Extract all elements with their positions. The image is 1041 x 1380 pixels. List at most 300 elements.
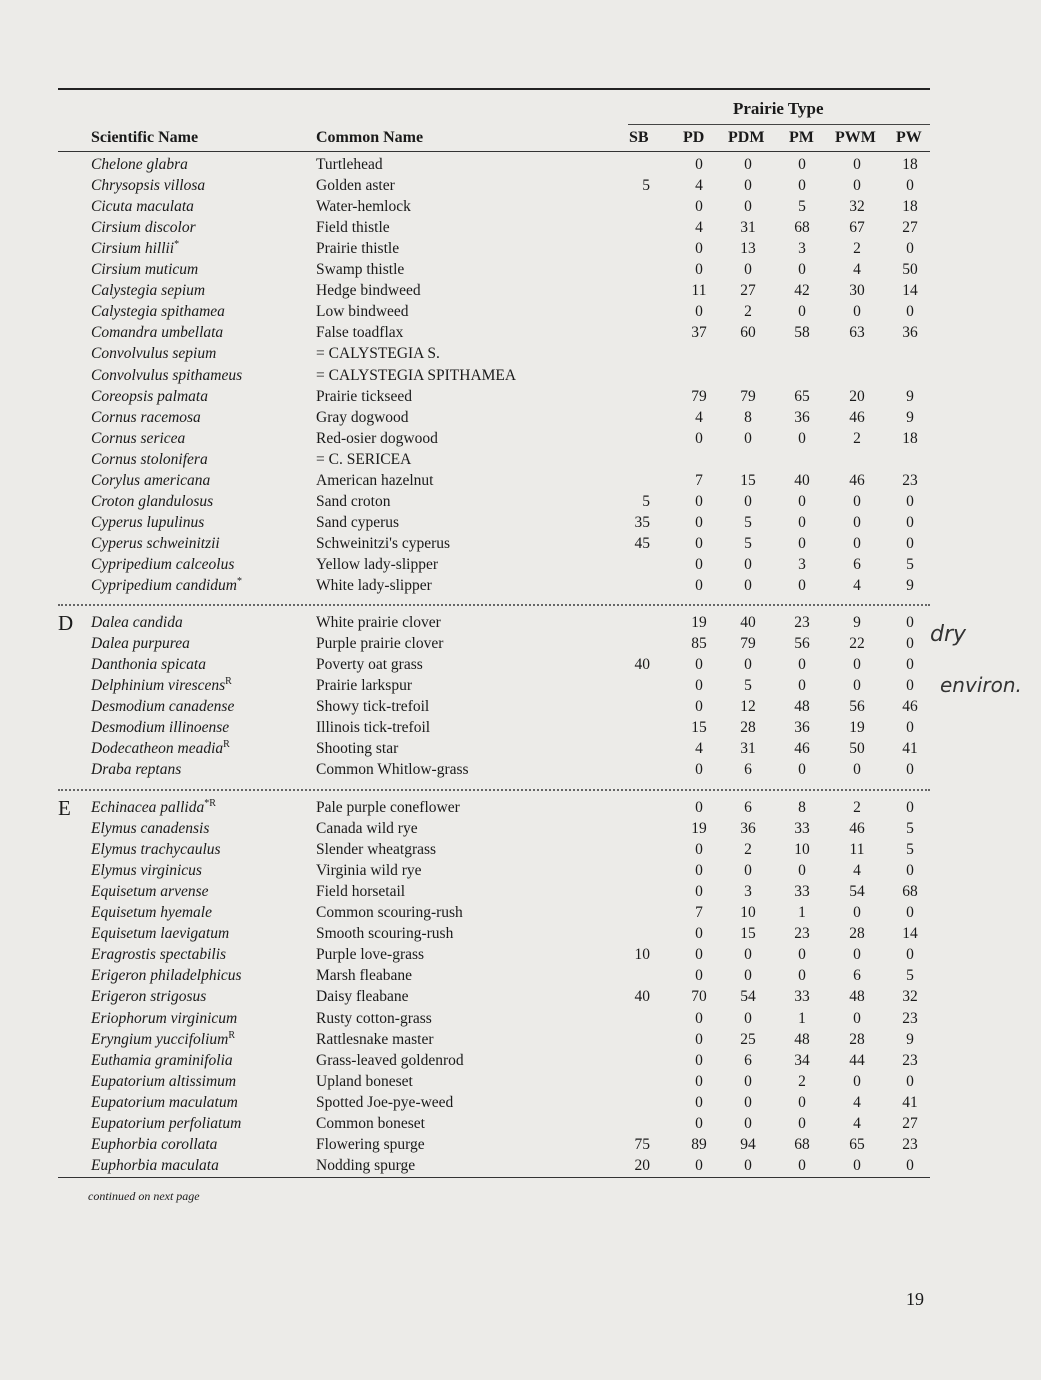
value-pw: 41 xyxy=(902,740,918,758)
col-header-pwm: PWM xyxy=(835,129,876,146)
value-pwm: 9 xyxy=(853,614,861,631)
scientific-name xyxy=(91,217,196,238)
value-pdm: 0 xyxy=(744,656,752,674)
value-pw: 0 xyxy=(906,1072,914,1090)
value-pdm: 2 xyxy=(744,303,752,321)
value-pdm: 0 xyxy=(744,492,752,510)
scientific-name-text: Euphorbia maculata xyxy=(91,1156,219,1174)
value-pwm: 4 xyxy=(853,261,861,279)
value-pw: 36 xyxy=(902,324,918,342)
value-pw: 0 xyxy=(906,240,914,258)
value-pdm: 27 xyxy=(740,282,756,300)
scientific-name xyxy=(91,1029,235,1050)
value-pd: 0 xyxy=(695,925,703,943)
value-pwm: 0 xyxy=(853,492,861,510)
table-row xyxy=(0,554,1041,575)
value-pd: 4 xyxy=(695,219,703,237)
value-pdm: 31 xyxy=(740,740,756,758)
value-pm: 40 xyxy=(794,471,810,489)
common-name: Canada wild rye xyxy=(316,820,418,838)
common-name: Hedge bindweed xyxy=(316,282,421,300)
scientific-name-text: Eragrostis spectabilis xyxy=(91,946,227,964)
table-row xyxy=(0,449,1041,470)
value-sb: 5 xyxy=(642,492,650,510)
value-pwm: 4 xyxy=(853,577,861,594)
scientific-name xyxy=(91,797,216,818)
value-pm: 0 xyxy=(798,513,806,531)
table-row xyxy=(0,491,1041,512)
common-name: False toadflax xyxy=(316,324,404,342)
value-pwm: 0 xyxy=(853,904,861,922)
value-pd: 0 xyxy=(695,513,703,531)
value-pw: 0 xyxy=(906,946,914,964)
scientific-name-text: Elymus canadensis xyxy=(91,820,210,838)
scientific-name-text: Eryngium yuccifolium xyxy=(91,1030,229,1048)
col-header-pw: PW xyxy=(896,129,922,146)
value-pw: 9 xyxy=(906,387,914,405)
scientific-name xyxy=(91,717,229,738)
common-name: Field horsetail xyxy=(316,883,406,901)
scientific-name-text: Dalea candida xyxy=(91,614,183,631)
common-name: Poverty oat grass xyxy=(316,656,423,674)
value-pd: 0 xyxy=(695,198,703,216)
value-pwm: 0 xyxy=(853,761,861,779)
value-pw: 5 xyxy=(906,820,914,838)
common-name: White lady-slipper xyxy=(316,577,432,594)
value-pw: 5 xyxy=(906,967,914,985)
value-pm: 0 xyxy=(798,967,806,985)
value-pwm: 46 xyxy=(849,820,865,838)
table-row xyxy=(0,343,1041,364)
value-pm: 46 xyxy=(794,740,810,758)
value-pwm: 65 xyxy=(849,1135,865,1153)
value-pdm: 94 xyxy=(740,1135,756,1153)
scientific-name-text: Dodecatheon meadia xyxy=(91,740,224,758)
value-pw: 27 xyxy=(902,1114,918,1132)
table-row xyxy=(0,860,1041,881)
value-pw: 23 xyxy=(902,1009,918,1027)
value-pm: 0 xyxy=(798,177,806,195)
scientific-name xyxy=(91,280,205,301)
value-pdm: 3 xyxy=(744,883,752,901)
scientific-name xyxy=(91,343,216,364)
common-name: Gray dogwood xyxy=(316,408,409,426)
value-pdm: 12 xyxy=(740,698,756,716)
value-pwm: 0 xyxy=(853,303,861,321)
common-name: Rusty cotton-grass xyxy=(316,1009,432,1027)
table-row xyxy=(0,675,1041,696)
common-name: Common boneset xyxy=(316,1114,425,1132)
value-pd: 19 xyxy=(691,820,707,838)
common-name: Nodding spurge xyxy=(316,1156,416,1174)
value-sb: 20 xyxy=(634,1156,650,1174)
value-pm: 42 xyxy=(794,282,810,300)
table-row xyxy=(0,238,1041,259)
value-pw: 0 xyxy=(906,1156,914,1174)
value-pm: 0 xyxy=(798,677,806,695)
table-row xyxy=(0,1155,1041,1176)
value-pwm: 28 xyxy=(849,1030,865,1048)
value-pdm: 0 xyxy=(744,429,752,447)
value-pd: 0 xyxy=(695,841,703,859)
value-pd: 0 xyxy=(695,1051,703,1069)
common-name: Smooth scouring-rush xyxy=(316,925,454,943)
scientific-name xyxy=(91,470,210,491)
col-header-pm: PM xyxy=(789,129,814,146)
scientific-name xyxy=(91,449,208,470)
value-pd: 0 xyxy=(695,698,703,716)
scientific-name-text: Eupatorium perfoliatum xyxy=(91,1114,242,1132)
value-pwm: 30 xyxy=(849,282,865,300)
common-name: Marsh fleabane xyxy=(316,967,412,985)
common-name: Shooting star xyxy=(316,740,399,758)
table-row xyxy=(0,738,1041,759)
value-pw: 23 xyxy=(902,1051,918,1069)
value-pdm: 0 xyxy=(744,1009,752,1027)
scientific-name-text: Cicuta maculata xyxy=(91,198,194,216)
scientific-name xyxy=(91,696,234,717)
value-pw: 0 xyxy=(906,513,914,531)
col-header-sb: SB xyxy=(629,129,649,146)
table-row xyxy=(0,575,1041,596)
value-pd: 0 xyxy=(695,240,703,258)
value-pdm: 79 xyxy=(740,635,756,653)
table-row xyxy=(0,386,1041,407)
value-pwm: 11 xyxy=(849,841,865,859)
common-name: Yellow lady-slipper xyxy=(316,555,438,573)
value-pw: 9 xyxy=(906,577,914,594)
common-name: Spotted Joe-pye-weed xyxy=(316,1093,454,1111)
value-pd: 85 xyxy=(691,635,707,653)
value-pm: 2 xyxy=(798,1072,806,1090)
scientific-name xyxy=(91,860,202,881)
common-name: Schweinitzi's cyperus xyxy=(316,534,451,552)
scientific-name xyxy=(91,175,205,196)
value-pwm: 0 xyxy=(853,534,861,552)
value-pwm: 44 xyxy=(849,1051,865,1069)
table-row xyxy=(0,717,1041,738)
value-pdm: 31 xyxy=(740,219,756,237)
value-pwm: 0 xyxy=(853,656,861,674)
page-number: 19 xyxy=(906,1289,924,1309)
scientific-name xyxy=(91,1071,236,1092)
scientific-name-text: Eriophorum virginicum xyxy=(91,1009,238,1027)
continued-note: continued on next page xyxy=(88,1189,200,1203)
value-pwm: 32 xyxy=(849,198,865,216)
value-pwm: 46 xyxy=(849,471,865,489)
value-pd: 0 xyxy=(695,677,703,695)
value-pd: 0 xyxy=(695,303,703,321)
value-pdm: 6 xyxy=(744,799,752,816)
value-pm: 5 xyxy=(798,198,806,216)
value-pm: 36 xyxy=(794,719,810,737)
value-pw: 46 xyxy=(902,698,918,716)
scientific-name-text: Cornus sericea xyxy=(91,429,186,447)
value-pd: 0 xyxy=(695,492,703,510)
value-pd: 0 xyxy=(695,534,703,552)
scientific-name xyxy=(91,965,242,986)
status-mark: R xyxy=(225,675,232,687)
value-pdm: 28 xyxy=(740,719,756,737)
scientific-name xyxy=(91,675,232,696)
value-pm: 36 xyxy=(794,408,810,426)
common-name: Prairie thistle xyxy=(316,240,400,258)
scientific-name xyxy=(91,154,188,175)
value-pm: 65 xyxy=(794,387,810,405)
value-pm: 1 xyxy=(798,904,806,922)
table-row xyxy=(0,1008,1041,1029)
value-pd: 0 xyxy=(695,799,703,816)
value-pw: 5 xyxy=(906,841,914,859)
value-pwm: 28 xyxy=(849,925,865,943)
value-pdm: 0 xyxy=(744,946,752,964)
value-pw: 0 xyxy=(906,904,914,922)
value-pw: 0 xyxy=(906,656,914,674)
scientific-name-text: Draba reptans xyxy=(91,761,182,779)
scientific-name-text: Eupatorium altissimum xyxy=(91,1072,237,1090)
scientific-name-text: Erigeron philadelphicus xyxy=(91,967,242,985)
value-pd: 37 xyxy=(691,324,707,342)
value-sb: 40 xyxy=(634,656,650,674)
scientific-name xyxy=(91,1050,233,1071)
status-mark: * xyxy=(236,575,242,587)
table-row xyxy=(0,1050,1041,1071)
table-row xyxy=(0,512,1041,533)
value-pwm: 0 xyxy=(853,677,861,695)
common-name: Common Whitlow-grass xyxy=(316,761,469,779)
scientific-name xyxy=(91,902,212,923)
value-pm: 3 xyxy=(798,555,806,573)
common-name: American hazelnut xyxy=(316,471,434,489)
scientific-name-text: Cirsium hillii xyxy=(91,240,175,258)
table-row xyxy=(0,797,1041,818)
scientific-name-text: Dalea purpurea xyxy=(91,635,190,653)
value-pwm: 67 xyxy=(849,219,865,237)
value-pm: 48 xyxy=(794,698,810,716)
value-pdm: 60 xyxy=(740,324,756,342)
value-pwm: 48 xyxy=(849,988,865,1006)
value-pwm: 6 xyxy=(853,555,861,573)
value-pdm: 79 xyxy=(740,387,756,405)
value-pdm: 0 xyxy=(744,156,752,173)
scientific-name xyxy=(91,839,221,860)
scientific-name xyxy=(91,575,242,596)
scientific-name-text: Desmodium illinoense xyxy=(91,719,230,737)
scientific-name-text: Chrysopsis villosa xyxy=(91,177,206,195)
scientific-name xyxy=(91,1134,217,1155)
col-header-pd: PD xyxy=(683,129,705,146)
scientific-name xyxy=(91,238,179,259)
scientific-name-text: Cirsium muticum xyxy=(91,261,199,279)
value-pw: 0 xyxy=(906,303,914,321)
scientific-name xyxy=(91,986,206,1007)
table-row xyxy=(0,1113,1041,1134)
common-name: Purple prairie clover xyxy=(316,635,444,653)
value-pm: 48 xyxy=(794,1030,810,1048)
common-name: Swamp thistle xyxy=(316,261,405,279)
table-row xyxy=(0,881,1041,902)
value-pwm: 46 xyxy=(849,408,865,426)
value-pw: 18 xyxy=(902,429,918,447)
scientific-name-text: Eupatorium maculatum xyxy=(91,1093,238,1111)
value-pd: 0 xyxy=(695,883,703,901)
value-pwm: 4 xyxy=(853,1114,861,1132)
value-pdm: 8 xyxy=(744,408,752,426)
scientific-name-text: Euphorbia corollata xyxy=(91,1135,218,1153)
value-pd: 7 xyxy=(695,904,703,922)
scientific-name-text: Cyperus lupulinus xyxy=(91,513,205,531)
value-pw: 0 xyxy=(906,635,914,653)
table-row xyxy=(0,259,1041,280)
value-pd: 0 xyxy=(695,1156,703,1174)
scientific-name xyxy=(91,554,234,575)
scientific-name-text: Corylus americana xyxy=(91,471,211,489)
value-pw: 0 xyxy=(906,177,914,195)
common-name: Low bindweed xyxy=(316,303,409,321)
value-pd: 4 xyxy=(695,740,703,758)
value-sb: 35 xyxy=(634,513,650,531)
common-name: Daisy fleabane xyxy=(316,988,409,1006)
value-pw: 0 xyxy=(906,761,914,779)
value-pw: 14 xyxy=(902,925,918,943)
value-pw: 27 xyxy=(902,219,918,237)
value-pdm: 0 xyxy=(744,198,752,216)
value-pm: 8 xyxy=(798,799,806,816)
value-pm: 0 xyxy=(798,303,806,321)
value-sb: 5 xyxy=(642,177,650,195)
scientific-name xyxy=(91,196,194,217)
value-pw: 14 xyxy=(902,282,918,300)
value-pd: 4 xyxy=(695,408,703,426)
section-divider xyxy=(58,604,930,606)
scientific-name xyxy=(91,654,206,675)
scientific-name xyxy=(91,1008,237,1029)
scientific-name-text: Cornus stolonifera xyxy=(91,450,208,468)
value-pwm: 2 xyxy=(853,429,861,447)
scientific-name-text: Cornus racemosa xyxy=(91,408,201,426)
scientific-name-text: Elymus trachycaulus xyxy=(91,841,221,859)
common-name: Water-hemlock xyxy=(316,198,411,216)
value-pdm: 0 xyxy=(744,967,752,985)
value-pm: 34 xyxy=(794,1051,810,1069)
value-pdm: 0 xyxy=(744,261,752,279)
value-pw: 18 xyxy=(902,156,918,173)
value-pwm: 19 xyxy=(849,719,865,737)
table-row xyxy=(0,1092,1041,1113)
value-pm: 58 xyxy=(794,324,810,342)
value-pdm: 6 xyxy=(744,761,752,779)
top-rule xyxy=(58,88,930,90)
value-pd: 0 xyxy=(695,1072,703,1090)
table-row xyxy=(0,818,1041,839)
scientific-name xyxy=(91,386,208,407)
value-pd: 0 xyxy=(695,862,703,880)
value-pw: 32 xyxy=(902,988,918,1006)
table-row xyxy=(0,1029,1041,1050)
value-pw: 0 xyxy=(906,799,914,816)
scientific-name-text: Equisetum arvense xyxy=(91,883,209,901)
common-name: Flowering spurge xyxy=(316,1135,425,1153)
value-pd: 0 xyxy=(695,429,703,447)
handwritten-note-line-1: dry xyxy=(930,622,967,647)
value-pm: 23 xyxy=(794,925,810,943)
table-row xyxy=(0,633,1041,654)
scientific-name xyxy=(91,881,209,902)
value-pwm: 2 xyxy=(853,240,861,258)
common-name: Turtlehead xyxy=(316,156,383,173)
value-pd: 0 xyxy=(695,656,703,674)
common-name: Grass-leaved goldenrod xyxy=(316,1051,464,1069)
prairie-type-underline xyxy=(628,124,930,125)
scientific-name-text: Equisetum hyemale xyxy=(91,904,212,922)
value-pm: 0 xyxy=(798,862,806,880)
value-pwm: 50 xyxy=(849,740,865,758)
scientific-name-text: Erigeron strigosus xyxy=(91,988,207,1006)
value-pwm: 0 xyxy=(853,1009,861,1027)
value-pm: 0 xyxy=(798,1114,806,1132)
table-row xyxy=(0,902,1041,923)
value-pw: 0 xyxy=(906,492,914,510)
scientific-name-text: Danthonia spicata xyxy=(91,656,206,674)
scientific-name-text: Equisetum laevigatum xyxy=(91,925,230,943)
scientific-name xyxy=(91,491,213,512)
value-pdm: 0 xyxy=(744,1156,752,1174)
common-name: Prairie larkspur xyxy=(316,677,412,695)
value-pm: 0 xyxy=(798,261,806,279)
common-name: Sand croton xyxy=(316,492,391,510)
value-pw: 0 xyxy=(906,862,914,880)
value-pwm: 20 xyxy=(849,387,865,405)
scientific-name xyxy=(91,923,229,944)
common-name: = CALYSTEGIA S. xyxy=(316,345,440,363)
common-name: Red-osier dogwood xyxy=(316,429,438,447)
value-pwm: 0 xyxy=(853,177,861,195)
table-row xyxy=(0,759,1041,780)
value-pdm: 54 xyxy=(740,988,756,1006)
scientific-name-text: Cypripedium candidum xyxy=(91,577,237,594)
scientific-name xyxy=(91,738,230,759)
value-pdm: 6 xyxy=(744,1051,752,1069)
value-pwm: 54 xyxy=(849,883,865,901)
value-pm: 23 xyxy=(794,614,810,631)
header-rule xyxy=(58,151,930,152)
value-sb: 75 xyxy=(634,1135,650,1153)
value-pdm: 25 xyxy=(740,1030,756,1048)
value-pw: 9 xyxy=(906,408,914,426)
value-pwm: 22 xyxy=(849,635,865,653)
scientific-name xyxy=(91,1092,238,1113)
table-row xyxy=(0,923,1041,944)
scientific-name xyxy=(91,759,181,780)
common-name: Purple love-grass xyxy=(316,946,425,964)
table-row xyxy=(0,407,1041,428)
value-pdm: 15 xyxy=(740,925,756,943)
scientific-name xyxy=(91,944,226,965)
table-row xyxy=(0,965,1041,986)
table-row xyxy=(0,986,1041,1007)
common-name: Upland boneset xyxy=(316,1072,413,1090)
status-mark: *R xyxy=(204,797,216,809)
value-pdm: 10 xyxy=(740,904,756,922)
table-row xyxy=(0,696,1041,717)
value-pm: 68 xyxy=(794,219,810,237)
value-pwm: 4 xyxy=(853,862,861,880)
value-pw: 23 xyxy=(902,471,918,489)
value-pm: 0 xyxy=(798,429,806,447)
value-pdm: 0 xyxy=(744,1114,752,1132)
value-pm: 0 xyxy=(798,761,806,779)
value-pd: 79 xyxy=(691,387,707,405)
